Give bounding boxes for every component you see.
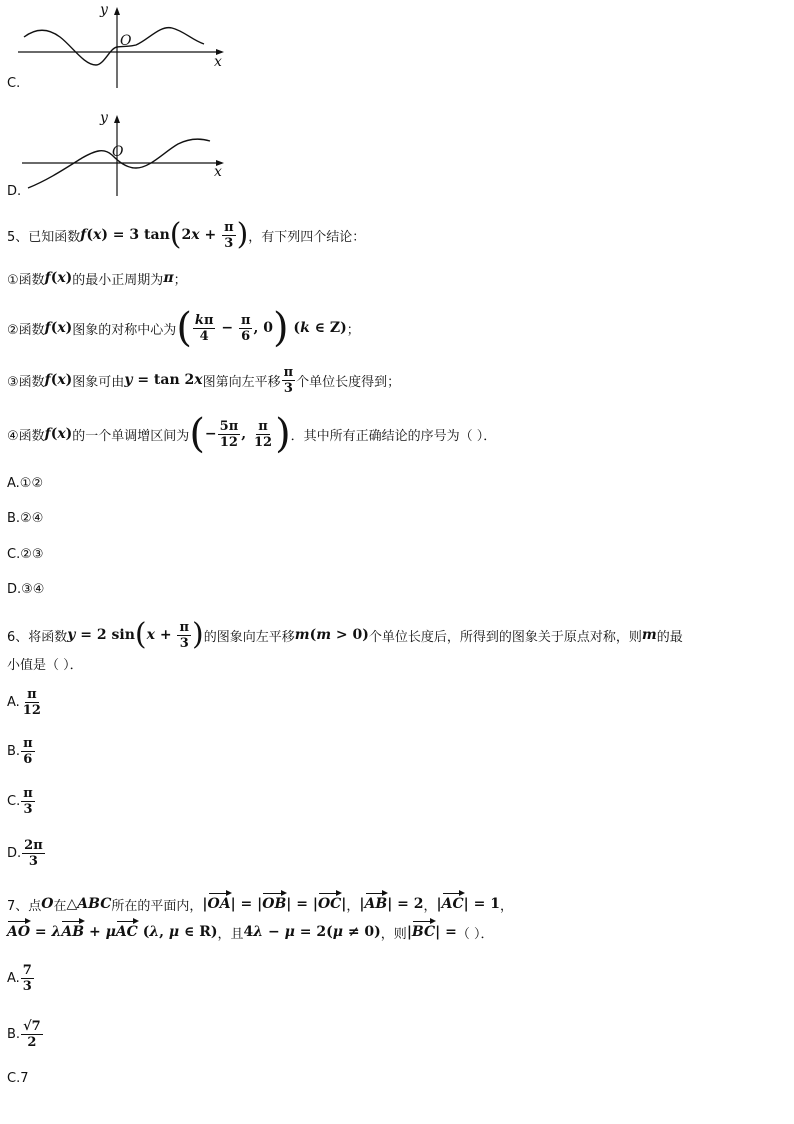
option-label: A. [7,970,20,986]
conclusion-text: 图第向左平移 [202,374,281,390]
option-c-label: C. [7,76,21,91]
q7-stem: 7、 点 O 在 △ ABC 所在的平面内， | OA | = | OB | = | OC | ， | AB | = 2 ， | AC | = 1 ， [7,896,513,914]
q6-option-a[interactable] [7,684,44,720]
q5-stem: 5、 已知函数 f ( x ) = 3 tan ( 2 x + $\frac{\pi}{3}$ ) ，有下列四个结论： [7,217,366,252]
fraction: $\frac{7}{3}$ [22,962,32,994]
conclusion-text: ②函数 [7,322,45,338]
option-label: A. [7,694,20,710]
fraction: $\frac{k\pi}{4}$ [194,312,214,344]
q7-option-c[interactable]: C.7 [7,1071,29,1086]
fraction: $\frac{\pi}{12}$ [253,418,273,450]
formula: f [80,227,87,243]
stem-text: 已知函数 [28,229,81,245]
q6-option-c[interactable] [7,783,36,819]
stem-text: 的最 [656,629,683,645]
fraction: $\frac{\pi}{6}$ [240,312,251,344]
fraction: $\frac{2\pi}{3}$ [24,837,43,869]
q7-stem-line2: AO = λ AB + μ AC ( λ , μ ∈ R) ，且 4 λ − μ = 2( μ ≠ 0) ，则 | BC | = （ ）． [7,924,494,942]
q5-conclusion-4: ④函数 f ( x ) 的一个单调增区间为 ( − $\frac{5\pi}{12}$ , $\frac{\pi}{12}$ ) ．其中所有正确结论的序号为（ ）． [7,411,497,457]
conclusion-text: ．其中所有正确结论的序号为（ ）． [290,428,497,444]
stem-text: ，有下列四个结论： [248,229,366,245]
conclusion-text: 图象可由 [72,374,125,390]
question-number: 7、 [7,898,29,914]
stem-text: ， [346,898,360,914]
option-c-graph [0,0,260,100]
q6-stem-line2: 小值是（ ）． [7,658,83,673]
conclusion-text: ； [346,322,360,338]
option-label: B. [7,743,21,759]
fraction: $\frac{\pi}{6}$ [23,735,33,767]
q7-option-b[interactable] [7,1016,44,1052]
option-d-label: D. [7,184,22,199]
sine-graph-d [0,108,260,204]
conclusion-text: 个单位长度得到； [296,374,401,390]
q5-option-d[interactable]: D.③④ [7,582,45,597]
fraction: $\frac{\pi}{3}$ [179,619,189,651]
q6-option-b[interactable] [7,733,36,769]
conclusion-text: ③函数 [7,374,45,390]
stem-text: ， [423,898,437,914]
fraction: $\frac{√7}{2}$ [23,1018,41,1050]
y-axis-label: y [100,110,108,126]
q5-conclusion-2: ②函数 f ( x ) 图象的对称中心为 ( $\frac{k\pi}{4}$ − $\frac{\pi}{6}$ , 0 ) ( k ∈ Z) ； [7,305,360,351]
q5-option-c[interactable]: C.②③ [7,547,44,562]
conclusion-text: 图象的对称中心为 [72,322,177,338]
stem-text: 的图象向左平移 [203,629,295,645]
stem-text: 在 [53,898,67,914]
stem-text: 所在的平面内， [111,898,203,914]
stem-text: ，则 [380,926,407,942]
y-axis-label: y [100,2,108,18]
question-number: 5、 [7,229,29,245]
q6-stem: 6、 将函数 y = 2 sin ( x + $\frac{\pi}{3}$ ) 的图象向左平移 m ( m > 0) 个单位长度后，所得到的图象关于原点对称，则 m 的最 [7,617,683,652]
fraction: $\frac{\pi}{3}$ [23,785,33,817]
conclusion-text: 的一个单调增区间为 [72,428,190,444]
x-axis-label: x [214,54,222,70]
x-axis-label: x [214,164,222,180]
fraction: $\frac{\pi}{3}$ [283,364,294,396]
conclusion-text: ④函数 [7,428,45,444]
stem-text: 个单位长度后，所得到的图象关于原点对称，则 [368,629,642,645]
conclusion-text: ①函数 [7,272,45,288]
option-label: B. [7,1026,21,1042]
q6-option-d[interactable] [7,835,46,871]
stem-text: 将函数 [28,629,68,645]
option-label: D. [7,845,22,861]
stem-text: ，且 [217,926,244,942]
fraction: $\frac{5\pi}{12}$ [219,418,239,450]
stem-text: ， [499,898,513,914]
option-label: C. [7,793,21,809]
conclusion-text: ； [173,272,187,288]
origin-label: O [120,33,132,49]
fraction: $\frac{\pi}{12}$ [22,686,41,718]
fraction: $\frac{\pi}{3}$ [224,219,234,251]
q5-conclusion-3: ③函数 f ( x ) 图象可由 y = tan 2 x 图第向左平移 $\frac{\pi}{3}$ 个单位长度得到； [7,364,401,396]
q5-conclusion-1: ①函数 f ( x ) 的最小正周期为 π ； [7,270,187,288]
stem-text: （ ）． [456,926,494,942]
stem-text: 点 [28,898,42,914]
conclusion-text: 的最小正周期为 [72,272,164,288]
q5-option-a[interactable]: A.①② [7,476,44,491]
sine-graph-c [0,0,260,100]
question-number: 6、 [7,629,29,645]
q5-option-b[interactable]: B.②④ [7,511,44,526]
origin-label: O [112,144,124,160]
option-d-graph [0,108,260,204]
q7-option-a[interactable] [7,960,35,996]
